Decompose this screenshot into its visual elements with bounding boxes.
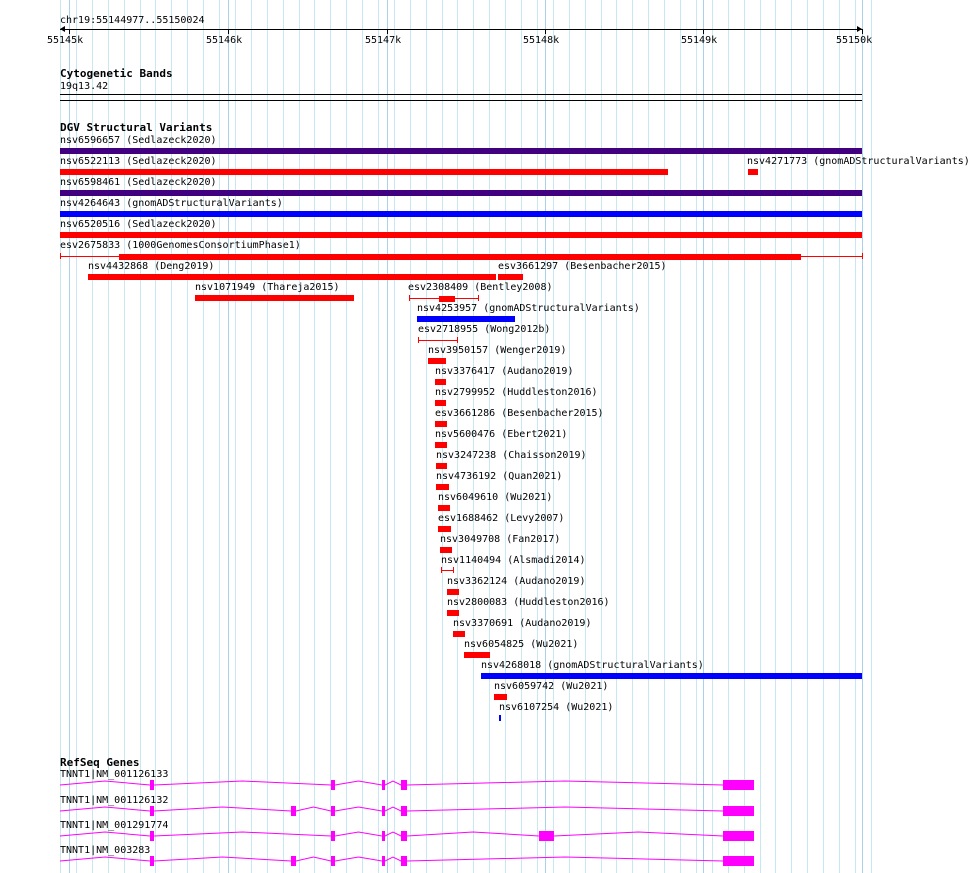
refseq-exon (723, 831, 754, 841)
grid-line (775, 0, 776, 873)
ruler-tick-label: 55147k (365, 35, 402, 46)
dgv-feature-label[interactable]: nsv2800083 (Huddleston2016) (447, 597, 610, 608)
dgv-feature-bar[interactable] (435, 442, 447, 448)
grid-line (362, 0, 363, 873)
grid-line (251, 0, 252, 873)
dgv-feature-bar[interactable] (440, 547, 452, 553)
dgv-feature-span-cap (60, 253, 61, 259)
dgv-feature-bar[interactable] (435, 400, 446, 406)
grid-line-major (703, 0, 704, 873)
dgv-feature-label[interactable]: nsv3370691 (Audano2019) (453, 618, 592, 629)
refseq-exon (150, 780, 154, 790)
refseq-exon (331, 806, 335, 816)
dgv-feature-label[interactable]: nsv4432868 (Deng2019) (88, 261, 215, 272)
grid-line (823, 0, 824, 873)
grid-line (299, 0, 300, 873)
dgv-feature-span-line[interactable] (441, 570, 453, 571)
dgv-feature-label[interactable]: nsv4271773 (gnomADStructuralVariants) (747, 156, 970, 167)
refseq-exon (150, 806, 154, 816)
dgv-feature-bar[interactable] (447, 610, 459, 616)
refseq-exon (401, 856, 407, 866)
dgv-feature-span-cap (478, 295, 479, 301)
grid-line (760, 0, 761, 873)
grid-line-major (862, 0, 863, 873)
dgv-feature-label[interactable]: nsv4264643 (gnomADStructuralVariants) (60, 198, 283, 209)
dgv-feature-span-cap (453, 567, 454, 573)
dgv-feature-label[interactable]: nsv6596657 (Sedlazeck2020) (60, 135, 217, 146)
dgv-feature-bar[interactable] (435, 421, 447, 427)
grid-line-major (228, 0, 229, 873)
dgv-feature-span-cap (862, 253, 863, 259)
dgv-feature-label[interactable]: nsv6522113 (Sedlazeck2020) (60, 156, 217, 167)
ruler-tick (703, 29, 704, 34)
grid-line (632, 0, 633, 873)
ruler-tick (862, 29, 863, 34)
ruler-tick-label: 55148k (523, 35, 560, 46)
grid-line (219, 0, 220, 873)
grid-line (871, 0, 872, 873)
refseq-exon (723, 856, 754, 866)
dgv-feature-span-cap (418, 337, 419, 343)
ruler-location: chr19:55144977..55150024 (60, 15, 205, 26)
grid-line (855, 0, 856, 873)
dgv-feature-bar[interactable] (435, 379, 446, 385)
refseq-exon (401, 831, 407, 841)
dgv-feature-label[interactable]: nsv3247238 (Chaisson2019) (436, 450, 587, 461)
refseq-transcript-label[interactable]: TNNT1|NM_001291774 (60, 820, 169, 831)
dgv-feature-label[interactable]: nsv6107254 (Wu2021) (499, 702, 614, 713)
dgv-feature-bar[interactable] (499, 715, 501, 721)
cytoband-track-title[interactable]: Cytogenetic Bands (60, 67, 173, 80)
dgv-feature-bar[interactable] (436, 463, 447, 469)
dgv-feature-span-cap (457, 337, 458, 343)
dgv-feature-span-cap (441, 567, 442, 573)
refseq-transcript-label[interactable]: TNNT1|NM_003283 (60, 845, 151, 856)
dgv-feature-bar[interactable] (88, 274, 496, 280)
refseq-exon (291, 806, 296, 816)
ruler-tick (387, 29, 388, 34)
dgv-feature-label[interactable]: nsv6598461 (Sedlazeck2020) (60, 177, 217, 188)
refseq-exon (150, 856, 154, 866)
grid-line (664, 0, 665, 873)
dgv-feature-bar[interactable] (60, 169, 668, 175)
dgv-feature-label[interactable]: nsv1140494 (Alsmadi2014) (441, 555, 586, 566)
dgv-feature-label[interactable]: nsv3049708 (Fan2017) (440, 534, 561, 545)
dgv-feature-label[interactable]: nsv3376417 (Audano2019) (435, 366, 574, 377)
grid-line (569, 0, 570, 873)
dgv-feature-label[interactable]: nsv6059742 (Wu2021) (494, 681, 609, 692)
grid-line (267, 0, 268, 873)
cytoband-bar-top (60, 94, 862, 95)
grid-line (314, 0, 315, 873)
refseq-exon (331, 831, 335, 841)
refseq-exon (382, 856, 385, 866)
refseq-track-title[interactable]: RefSeq Genes (60, 756, 140, 769)
dgv-feature-label[interactable]: nsv5600476 (Ebert2021) (435, 429, 568, 440)
refseq-exon (382, 780, 385, 790)
grid-line (426, 0, 427, 873)
refseq-transcript-label[interactable]: TNNT1|NM_001126132 (60, 795, 169, 806)
grid-line (807, 0, 808, 873)
dgv-feature-bar[interactable] (494, 694, 507, 700)
refseq-exon (539, 831, 554, 841)
grid-line (410, 0, 411, 873)
refseq-exon (401, 780, 407, 790)
dgv-feature-bar[interactable] (481, 673, 862, 679)
dgv-feature-bar[interactable] (60, 211, 862, 217)
dgv-feature-bar[interactable] (119, 254, 801, 260)
refseq-exon (150, 831, 154, 841)
grid-line (744, 0, 745, 873)
refseq-transcript-model[interactable] (0, 803, 890, 819)
dgv-feature-bar[interactable] (417, 316, 515, 322)
dgv-feature-bar[interactable] (436, 484, 449, 490)
dgv-feature-span-cap (409, 295, 410, 301)
grid-line (330, 0, 331, 873)
refseq-exon (723, 780, 754, 790)
grid-line (728, 0, 729, 873)
dgv-feature-bar[interactable] (60, 148, 862, 154)
ruler-arrow-left-icon (60, 26, 65, 32)
grid-line (585, 0, 586, 873)
refseq-transcript-model[interactable] (0, 777, 890, 793)
grid-line (235, 0, 236, 873)
dgv-feature-bar[interactable] (453, 631, 465, 637)
dgv-feature-bar[interactable] (60, 232, 862, 238)
grid-line (601, 0, 602, 873)
refseq-transcript-model[interactable] (0, 828, 890, 844)
dgv-feature-label[interactable]: esv2675833 (1000GenomesConsortiumPhase1) (60, 240, 301, 251)
grid-line-major (387, 0, 388, 873)
dgv-feature-bar[interactable] (438, 505, 450, 511)
dgv-feature-label[interactable]: nsv1071949 (Thareja2015) (195, 282, 340, 293)
grid-line (346, 0, 347, 873)
ruler-tick (69, 29, 70, 34)
dgv-feature-label[interactable]: esv3661297 (Besenbacher2015) (498, 261, 667, 272)
dgv-feature-bar[interactable] (464, 652, 490, 658)
dgv-feature-label[interactable]: esv1688462 (Levy2007) (438, 513, 565, 524)
grid-line (616, 0, 617, 873)
dgv-feature-bar[interactable] (438, 526, 451, 532)
ruler-tick-label: 55146k (206, 35, 243, 46)
dgv-feature-bar[interactable] (447, 589, 459, 595)
grid-line (283, 0, 284, 873)
refseq-transcript-label[interactable]: TNNT1|NM_001126133 (60, 769, 169, 780)
refseq-exon (331, 856, 335, 866)
ruler-tick-label: 55149k (681, 35, 718, 46)
grid-line (712, 0, 713, 873)
dgv-track-title[interactable]: DGV Structural Variants (60, 121, 213, 134)
ruler-tick-label: 55145k (47, 35, 84, 46)
dgv-feature-span-line[interactable] (418, 340, 457, 341)
ruler-tick-label: 55150k (836, 35, 873, 46)
grid-line (394, 0, 395, 873)
dgv-feature-label[interactable]: nsv6049610 (Wu2021) (438, 492, 553, 503)
cytoband-bar-bottom (60, 100, 862, 101)
grid-line (680, 0, 681, 873)
dgv-feature-label[interactable]: nsv6054825 (Wu2021) (464, 639, 579, 650)
refseq-exon (382, 806, 385, 816)
refseq-exon (723, 806, 754, 816)
dgv-feature-label[interactable]: esv2308409 (Bentley2008) (408, 282, 553, 293)
grid-line (839, 0, 840, 873)
cytoband-label: 19q13.42 (60, 81, 109, 92)
dgv-feature-bar[interactable] (428, 358, 446, 364)
dgv-feature-bar[interactable] (748, 169, 758, 175)
refseq-exon (331, 780, 335, 790)
refseq-exon (401, 806, 407, 816)
grid-line (696, 0, 697, 873)
dgv-feature-label[interactable]: nsv2799952 (Huddleston2016) (435, 387, 598, 398)
grid-line (378, 0, 379, 873)
ruler-tick (545, 29, 546, 34)
grid-line (648, 0, 649, 873)
refseq-exon (291, 856, 296, 866)
ruler-tick (228, 29, 229, 34)
dgv-feature-bar[interactable] (439, 296, 455, 302)
ruler-axis (60, 29, 862, 30)
dgv-feature-bar[interactable] (60, 190, 862, 196)
dgv-feature-label[interactable]: nsv3950157 (Wenger2019) (428, 345, 567, 356)
dgv-feature-label[interactable]: nsv4736192 (Quan2021) (436, 471, 563, 482)
grid-line (791, 0, 792, 873)
dgv-feature-label[interactable]: esv3661286 (Besenbacher2015) (435, 408, 604, 419)
dgv-feature-label[interactable]: nsv3362124 (Audano2019) (447, 576, 586, 587)
dgv-feature-label[interactable]: nsv4253957 (gnomADStructuralVariants) (417, 303, 640, 314)
dgv-feature-label[interactable]: nsv6520516 (Sedlazeck2020) (60, 219, 217, 230)
refseq-transcript-model[interactable] (0, 853, 890, 869)
dgv-feature-label[interactable]: esv2718955 (Wong2012b) (418, 324, 551, 335)
dgv-feature-label[interactable]: nsv4268018 (gnomADStructuralVariants) (481, 660, 704, 671)
dgv-feature-bar[interactable] (498, 274, 523, 280)
refseq-exon (382, 831, 385, 841)
dgv-feature-bar[interactable] (195, 295, 354, 301)
